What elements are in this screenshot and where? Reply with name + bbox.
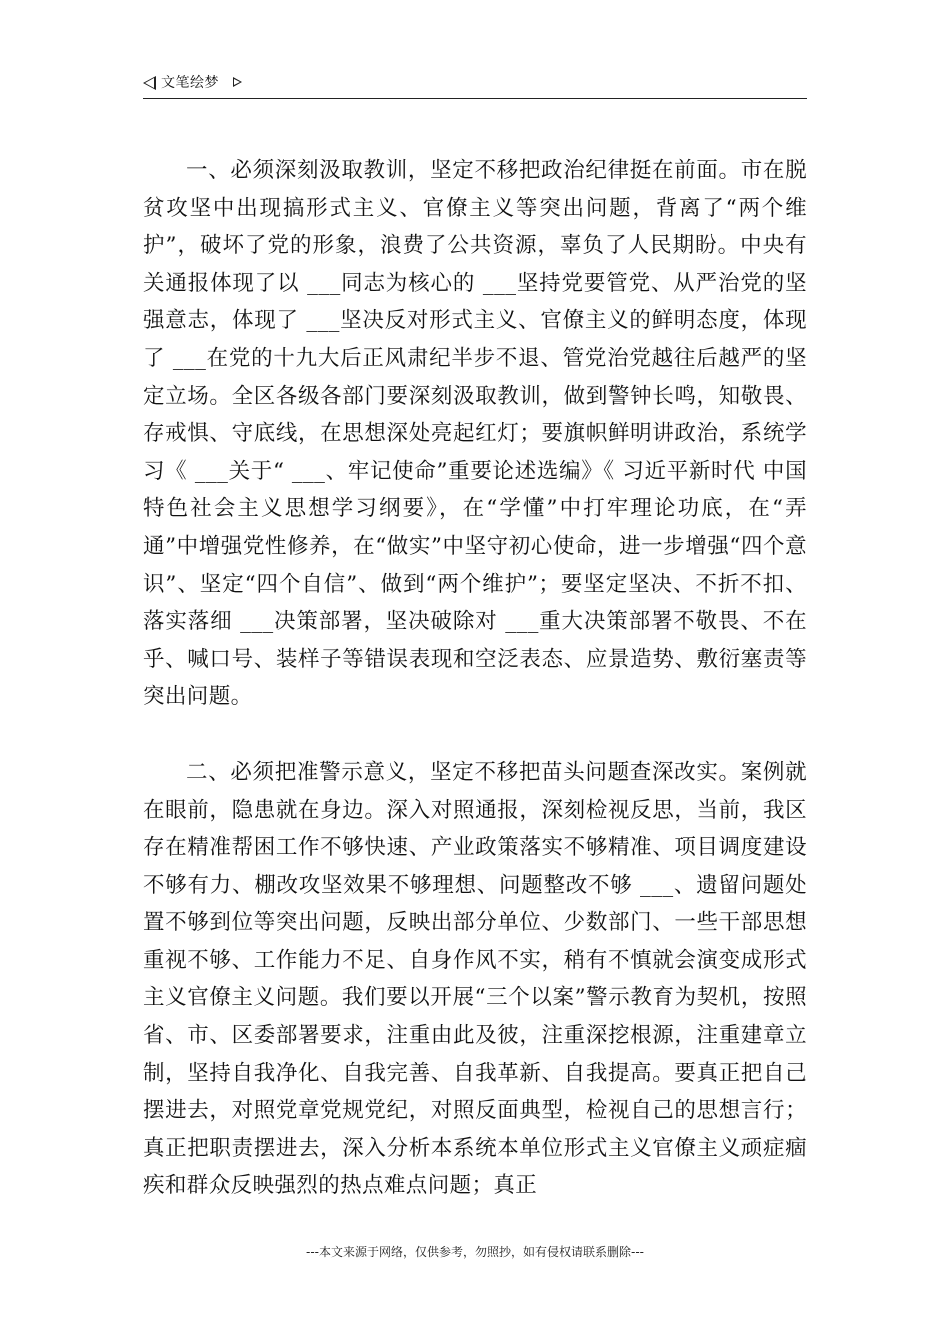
triangle-left-icon (143, 76, 156, 90)
page-header (143, 72, 807, 99)
brand-name: 文笔绘梦 (161, 75, 219, 91)
triangle-right-icon (233, 77, 242, 87)
paragraph-1: 一、必须深刻汲取教训，坚定不移把政治纪律挺在前面。市在脱贫攻坚中出现搞形式主义、官僚主义等突出问题，背离了“两个维护”，破坏了党的形象，浪费了公共资源，辜负了人民期盼。中央有关通报体现了以 ___同志为核心的 ___坚持党要管党、从严治党的坚强意志，体现了 ___坚决反对形式主义、官僚主义的鲜明态度，体现了 ___在党的十九大后正风肃纪半步不退、管党治党越往后越严的坚定立场。全区各级各部门要深刻汲取教训，做到警钟长鸣，知敬畏、存戒惧、守底线，在思想深处亮起红灯；要旗帜鲜明讲政治，系统学习《 ___关于“ ___、牢记使命”重要论述选编》《 习近平新时代 中国特色社会主义思想学习纲要》，在“学懂”中打牢理论功底，在“弄通”中增强党性修养，在“做实”中坚守初心使命，进一步增强“四个意识”、坚定“四个自信”、做到“两个维护”；要坚定坚决、不折不扣、落实落细 ___决策部署，坚决破除对 ___重大决策部署不敬畏、不在乎、喊口号、装样子等错误表现和空泛表态、应景造势、敷衍塞责等突出问题。 (143, 158, 807, 710)
document-body (143, 152, 807, 1205)
paragraph-2: 二、必须把准警示意义，坚定不移把苗头问题查深改实。案例就在眼前，隐患就在身边。深入对照通报，深刻检视反思，当前，我区存在精准帮困工作不够快速、产业政策落实不够精准、项目调度建设不够有力、棚改攻坚效果不够理想、问题整改不够 ___、遗留问题处置不够到位等突出问题，反映出部分单位、少数部门、一些干部思想重视不够、工作能力不足、自身作风不实，稍有不慎就会演变成形式主义官僚主义问题。我们要以开展“三个以案”警示教育为契机，按照省、市、区委部署要求，注重由此及彼，注重深挖根源，注重建章立制，坚持自我净化、自我完善、自我革新、自我提高。要真正把自己摆进去，对照党章党规党纪，对照反面典型，检视自己的思想言行；真正把职责摆进去，深入分析本系统本单位形式主义官僚主义顽症痼疾和群众反映强烈的热点难点问题；真正 (143, 759, 807, 1199)
footer-disclaimer: ---本文来源于网络，仅供参考，勿照抄，如有侵权请联系删除--- (306, 1245, 644, 1259)
